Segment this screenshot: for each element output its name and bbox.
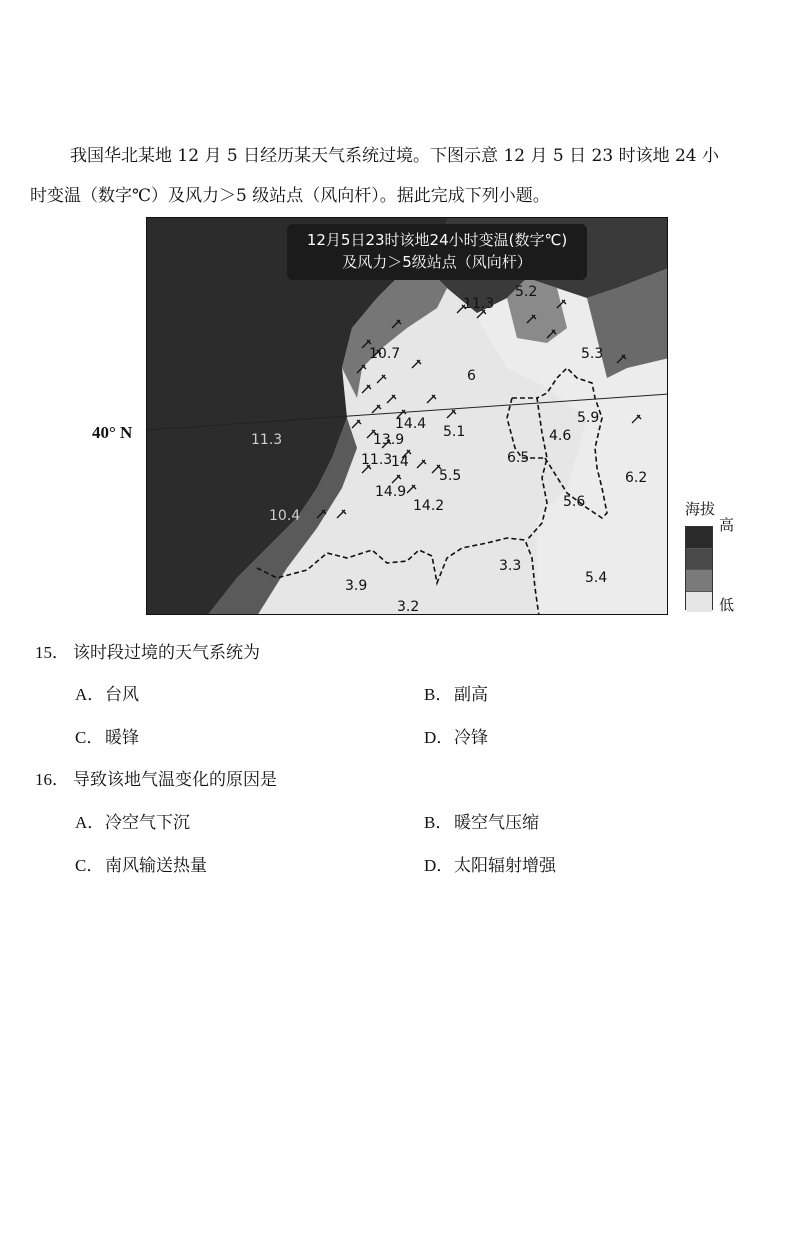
- temp-change-value: 14.9: [375, 484, 407, 500]
- option-15-b[interactable]: [424, 680, 488, 705]
- legend-color-bar: [685, 526, 713, 610]
- temp-change-value: 11.3: [251, 432, 283, 448]
- option-text: 冷空气下沉: [105, 813, 190, 833]
- temp-change-value: 6.2: [625, 470, 648, 486]
- temp-change-value: 11.3: [463, 296, 495, 312]
- temp-change-value: 5.2: [515, 284, 538, 300]
- option-15-a[interactable]: [75, 680, 139, 705]
- option-text: 太阳辐射增强: [454, 856, 556, 876]
- temp-change-value: 14: [391, 454, 409, 470]
- temp-change-value: 5.5: [439, 468, 462, 484]
- question-number: 16．: [35, 770, 69, 789]
- temp-change-value: 10.4: [269, 508, 301, 524]
- option-letter: A．: [75, 685, 105, 704]
- option-text: 冷锋: [454, 728, 488, 748]
- map-title-line-1: 12月5日23时该地24小时变温(数字℃): [306, 231, 568, 249]
- option-letter: B．: [424, 685, 453, 704]
- temp-change-value: 5.6: [563, 494, 586, 510]
- intro-line-1: 我国华北某地 12 月 5 日经历某天气系统过境。下图示意 12 月 5 日 23 时该地 24 小: [70, 146, 720, 166]
- temp-change-value: 5.3: [581, 346, 604, 362]
- temp-change-value: 6: [467, 368, 476, 384]
- temp-change-value: 14.4: [395, 416, 427, 432]
- map-title-line-2: 及风力＞5级站点（风向杆）: [342, 253, 532, 271]
- legend-swatch-mid-high: [686, 549, 712, 571]
- legend-swatch-low: [686, 592, 712, 613]
- option-15-c[interactable]: [75, 723, 139, 748]
- option-letter: C．: [75, 856, 104, 875]
- legend-swatch-high: [686, 527, 712, 549]
- intro-line-2: 时变温（数字℃）及风力＞5 级站点（风向杆）。据此完成下列小题。: [30, 186, 550, 206]
- option-text: 暖空气压缩: [454, 813, 539, 833]
- option-letter: C．: [75, 728, 104, 747]
- question-15: [35, 638, 260, 663]
- option-text: 南风输送热量: [105, 856, 207, 876]
- temp-change-value: 13.9: [373, 432, 405, 448]
- option-letter: A．: [75, 813, 105, 832]
- option-letter: B．: [424, 813, 453, 832]
- option-letter: D．: [424, 856, 454, 875]
- option-text: 副高: [454, 685, 488, 705]
- option-text: 暖锋: [105, 728, 139, 748]
- option-16-d[interactable]: [424, 851, 556, 876]
- weather-map: [146, 217, 668, 615]
- legend-title: 海拔: [685, 500, 716, 518]
- option-letter: D．: [424, 728, 454, 747]
- temp-change-value: 5.1: [443, 424, 466, 440]
- temp-change-value: 10.7: [369, 346, 401, 362]
- temp-change-value: 14.2: [413, 498, 445, 514]
- option-16-a[interactable]: [75, 808, 190, 833]
- elevation-legend: [685, 498, 755, 618]
- temp-change-value: 11.3: [361, 452, 393, 468]
- temp-change-value: 5.4: [585, 570, 608, 586]
- legend-high-label: 高: [719, 516, 735, 534]
- temp-change-value: 3.2: [397, 599, 420, 615]
- question-number: 15．: [35, 643, 69, 662]
- option-text: 台风: [105, 685, 139, 705]
- question-16: [35, 765, 277, 790]
- latitude-label: 40° N: [92, 423, 133, 442]
- option-15-d[interactable]: [424, 723, 488, 748]
- temp-change-value: 3.3: [499, 558, 522, 574]
- legend-swatch-mid-low: [686, 570, 712, 592]
- question-text: 该时段过境的天气系统为: [73, 643, 260, 663]
- temp-change-value: 3.9: [345, 578, 368, 594]
- question-text: 导致该地气温变化的原因是: [73, 770, 277, 790]
- temp-change-value: 6.5: [507, 450, 530, 466]
- temp-change-value: 5.9: [577, 410, 600, 426]
- option-16-b[interactable]: [424, 808, 539, 833]
- legend-low-label: 低: [719, 596, 735, 614]
- temp-change-value: 4.6: [549, 428, 572, 444]
- option-16-c[interactable]: [75, 851, 207, 876]
- map-title: [287, 224, 587, 280]
